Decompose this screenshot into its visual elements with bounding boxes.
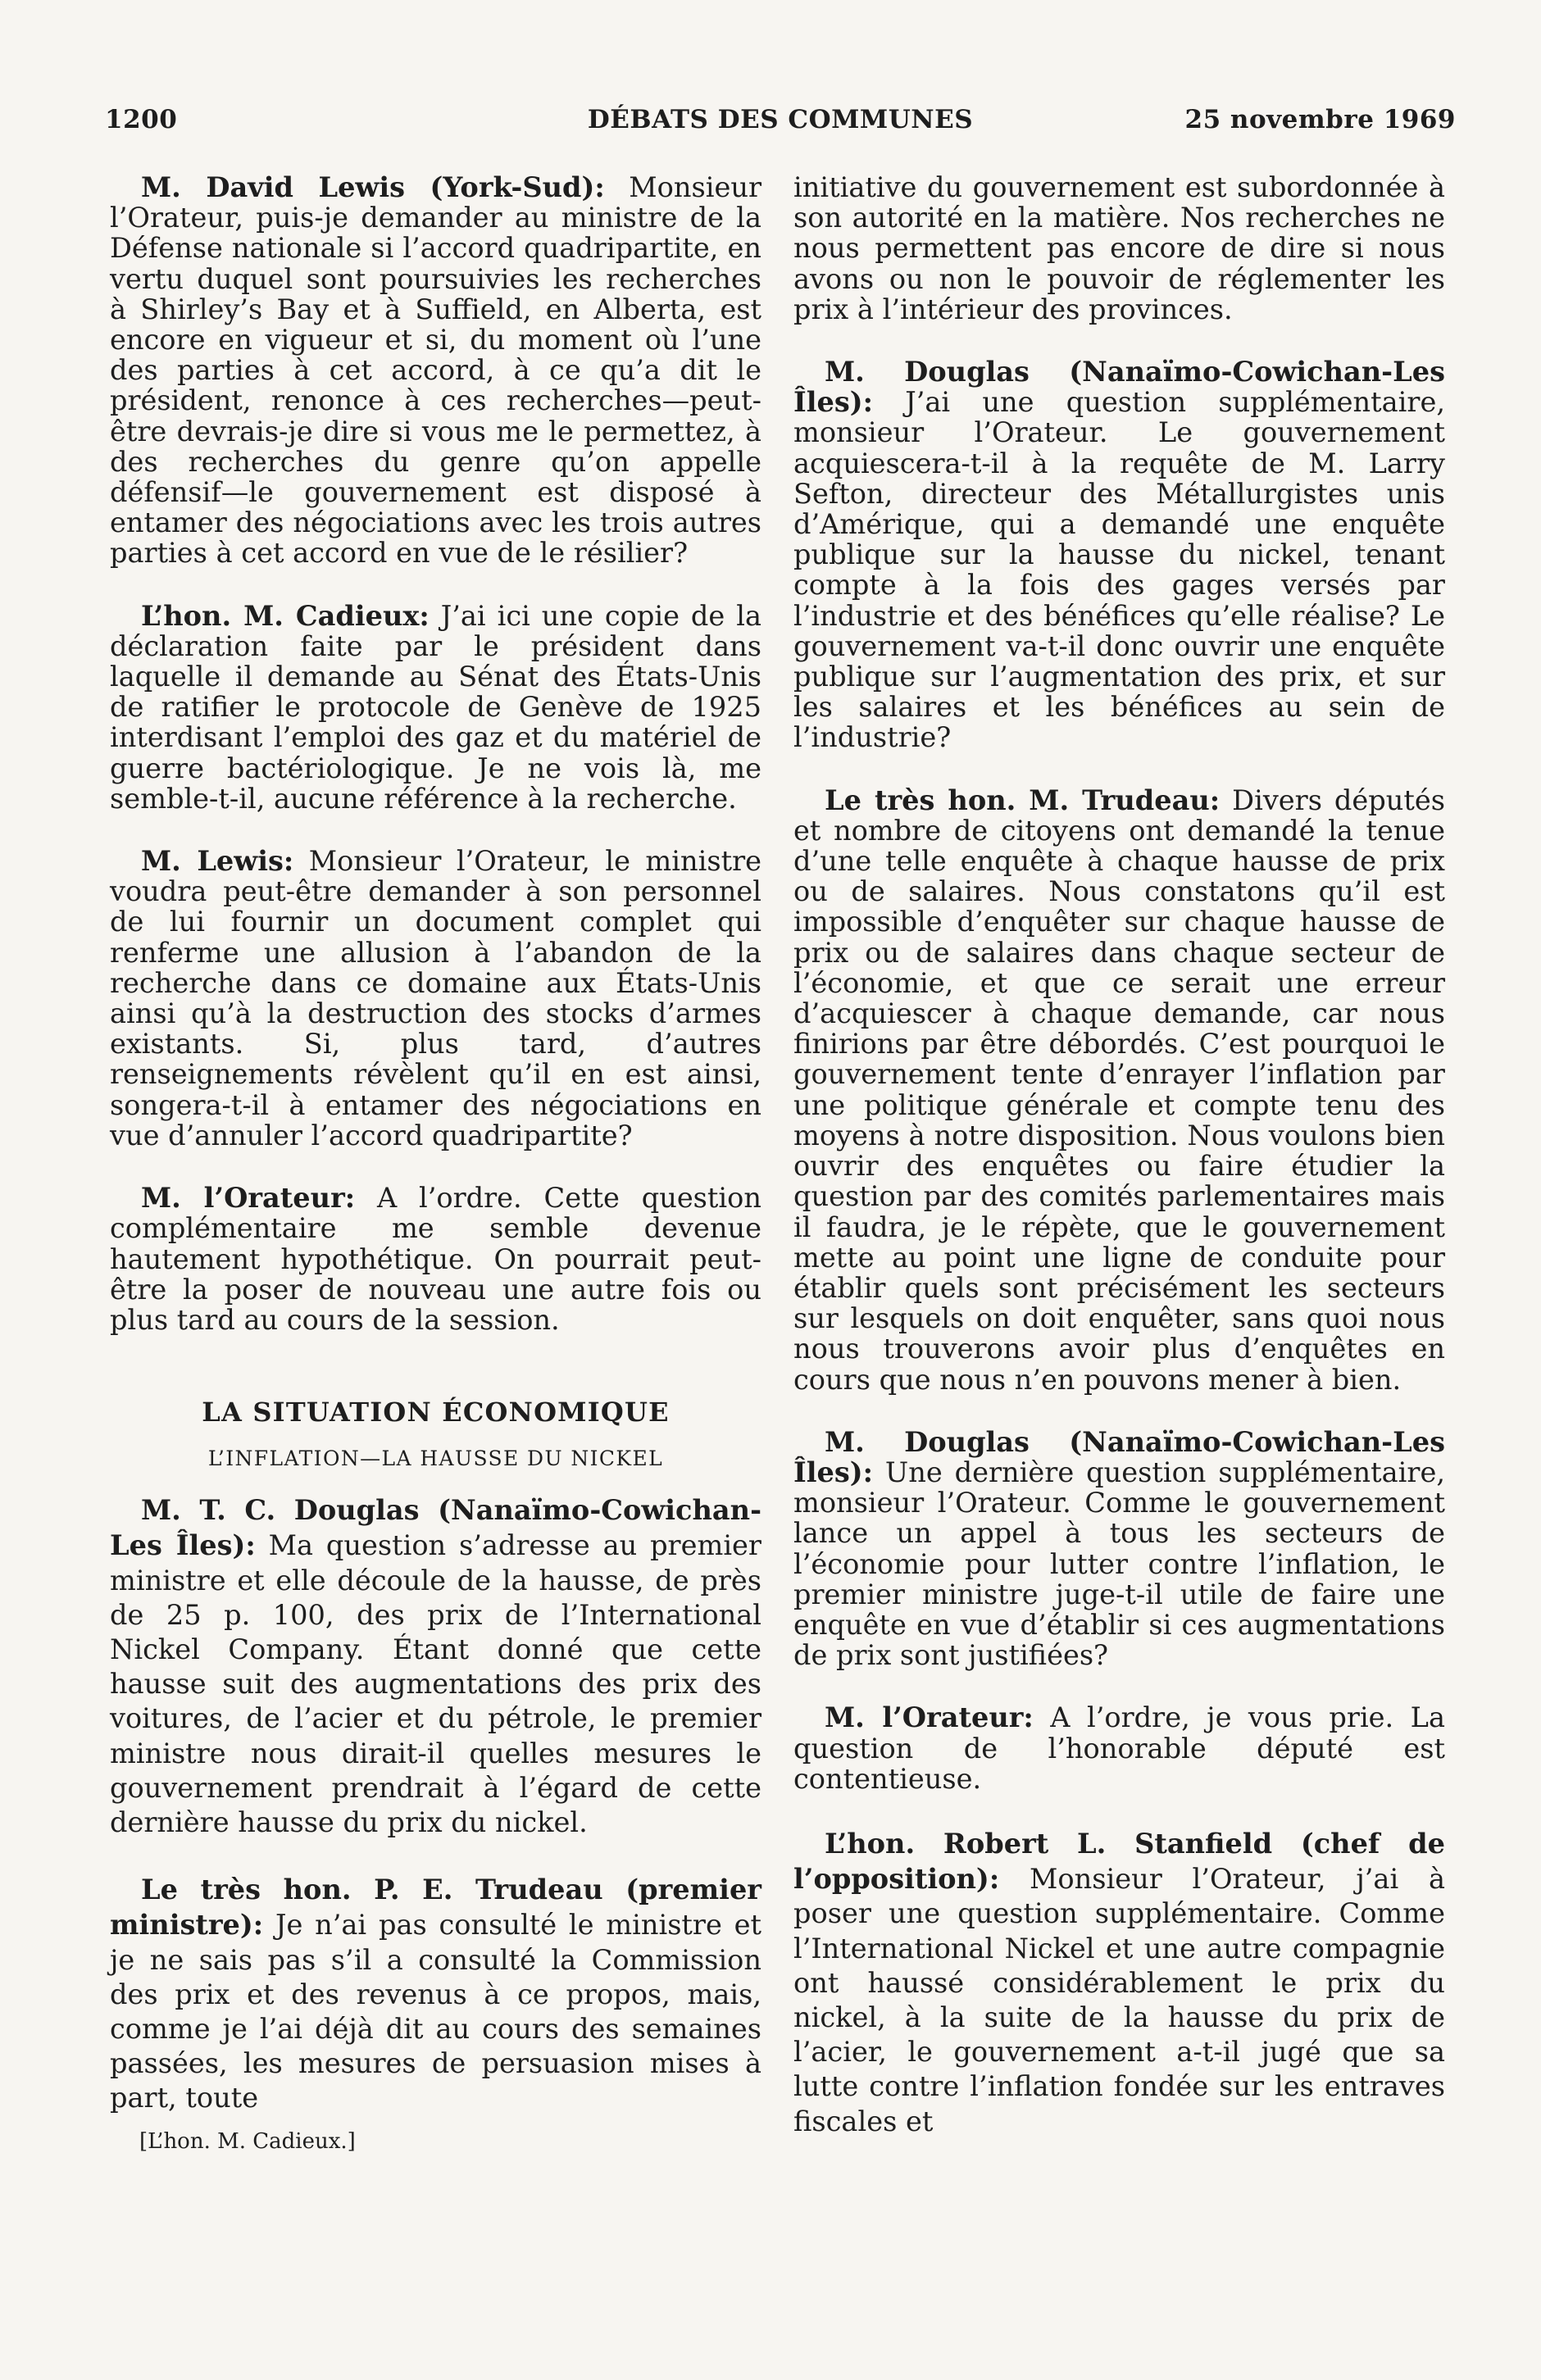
speaker-name: M. Lewis:: [141, 844, 294, 878]
page-number: 1200: [105, 105, 178, 134]
speaker-name: Le très hon. M. Trudeau:: [825, 783, 1221, 816]
section-title: LA SITUATION ÉCONOMIQUE: [202, 1397, 670, 1428]
speaker-name: M. T. C. Douglas (Nanaïmo-Cowichan-Les Îles):: [110, 1493, 761, 1562]
left-column: [110, 172, 761, 2154]
paragraph-text: A l’ordre. Cette question complémentaire me semble devenue hautement hypothétique. On pourrait peut-être la poser de nouveau une autre fois ou plus tard au cours de la session.: [110, 1182, 761, 1336]
speaker-name: M. David Lewis (York-Sud):: [141, 170, 605, 203]
paragraph-text: Monsieur l’Orateur, le ministre voudra peut-être demander à son personnel de lui fournir un document complet qui renferme une allusion à l’abandon de la recherche dans ce domaine aux États-Unis ainsi qu’à la destruction des stocks d’armes existants. Si, plus tard, d’autres renseignements révèlent qu’il en est ainsi, songera-t-il à entamer des négociations en vue d’annuler l’accord quadripartite?: [110, 845, 761, 1151]
speaker-name: L’hon. M. Cadieux:: [141, 598, 430, 632]
speaker-name: M. Douglas (Nanaïmo-Cowichan-Les Îles):: [793, 355, 1445, 419]
paragraph-douglas-last-question: [793, 1424, 1445, 1672]
speaker-name: M. Douglas (Nanaïmo-Cowichan-Les Îles):: [793, 1424, 1445, 1488]
section-subtitle: L’INFLATION—LA HAUSSE DU NICKEL: [207, 1447, 664, 1471]
paragraph-cadieux-answer: [110, 598, 761, 815]
speaker-name: M. l’Orateur:: [825, 1701, 1034, 1734]
paragraph-text: Une dernière question supplémentaire, monsieur l’Orateur. Comme le gouvernement lance un appel à tous les secteurs de l’économie pour lutter contre l’inflation, le premier ministre juge-t-il utile de faire une enquête en vue d’établir si ces augmentations de prix sont justifiées?: [793, 1456, 1445, 1672]
page-title: DÉBATS DES COMMUNES: [587, 105, 974, 134]
right-column: [793, 172, 1445, 2139]
paragraph-trudeau-reply: [793, 785, 1445, 1395]
paragraph-douglas-question: [110, 1492, 761, 1840]
paragraph-trudeau-answer: [110, 1872, 761, 2115]
speaker-name: M. l’Orateur:: [141, 1181, 356, 1215]
paragraph-text: J’ai une question supplémentaire, monsieur l’Orateur. Le gouvernement acquiescera-t-il à la requête de M. Larry Sefton, directeur des Métallurgistes unis d’Amérique, qui a demandé une enquête publique sur la hausse du nickel, tenant compte à la fois des gages versés par l’industrie et des bénéfices qu’elle réalise? Le gouvernement va-t-il donc ouvrir une enquête publique sur l’augmentation des prix, et sur les salaires et les bénéfices au sein de l’industrie?: [793, 386, 1445, 754]
paragraph-text: Divers députés et nombre de citoyens ont demandé la tenue d’une telle enquête à chaque hausse de prix ou de salaires. Nous constatons qu’il est impossible d’enquêter sur chaque hausse de prix ou de salaires dans chaque secteur de l’économie, et que ce serait une erreur d’acquiescer à chaque demande, car nous finirions par être débordés. C’est pourquoi le gouvernement tente d’enrayer l’inflation par une politique générale et compte tenu des moyens à notre disposition. Nous voulons bien ouvrir des enquêtes ou faire étudier la question par des comités parlementaires mais il faudra, je le répète, que le gouvernement mette au point une ligne de conduite pour établir quels sont précisément les secteurs sur lesquels on doit enquêter, sans quoi nous nous trouverons avoir plus d’enquêtes en cours que nous n’en pouvons mener à bien.: [793, 783, 1446, 1396]
paragraph-text: Monsieur l’Orateur, j’ai à poser une question supplémentaire. Comme l’International Nickel et une autre compagnie ont haussé considérablement le prix du nickel, à la suite de la hausse du prix de l’acier, le gouvernement a-t-il jugé que sa lutte contre l’inflation fondée sur les entraves fiscales et: [793, 1863, 1445, 2137]
paragraph-text: Je n’ai pas consulté le ministre et je ne sais pas s’il a consulté la Commission des prix et des revenus à ce propos, mais, comme je l’ai déjà dit au cours des semaines passées, les mesures de persuasion mises à part, toute: [110, 1909, 761, 2114]
speaker-name: L’hon. Robert L. Stanfield (chef de l’opposition):: [793, 1826, 1445, 1896]
paragraph-text: A l’ordre, je vous prie. La question de l’honorable député est contentieuse.: [793, 1701, 1445, 1795]
paragraph-lewis-followup: [110, 846, 761, 1151]
paragraph-text: J’ai ici une copie de la déclaration faite par le président dans laquelle il demande au Sénat des États-Unis de ratifier le protocole de Genève de 1925 interdisant l’emploi des gaz et du matériel de guerre bactériologique. Je ne vois là, me semble-t-il, aucune référence à la recherche.: [110, 599, 761, 815]
footer-note: [L’hon. M. Cadieux.]: [139, 2128, 356, 2154]
paragraph-text: Monsieur l’Orateur, puis-je demander au ministre de la Défense nationale si l’accord quadripartite, en vertu duquel sont poursuivies les recherches à Shirley’s Bay et à Suffield, en Alberta, est encore en vigueur et si, du moment où l’une des parties à cet accord, à ce qu’a dit le président, renonce à ces recherches—peut-être devrais-je dire si vous me le permettez, à des recherches du genre qu’on appelle défensif—le gouvernement est disposé à entamer des négociations avec les trois autres parties à cet accord en vue de le résilier?: [110, 171, 761, 570]
paragraph-trudeau-continued: [793, 172, 1445, 325]
paragraph-speaker-ruling: [793, 1702, 1445, 1794]
paragraph-text: initiative du gouvernement est subordonnée à son autorité en la matière. Nos recherches ne nous permettent pas encore de dire si nous avons ou non le pouvoir de réglementer les prix à l’intérieur des provinces.: [793, 171, 1445, 325]
page-date: 25 novembre 1969: [1184, 105, 1456, 134]
paragraph-stanfield-question: [793, 1826, 1445, 2139]
paragraph-text: Ma question s’adresse au premier ministre et elle découle de la hausse, de près de 25 p. 100, des prix de l’International Nickel Company. Étant donné que cette hausse suit des augmentations des prix des voitures, de l’acier et du pétrole, le premier ministre nous dirait-il quelles mesures le gouvernement prendrait à l’égard de cette dernière hausse du prix du nickel.: [110, 1529, 761, 1838]
paragraph-lewis-question: [110, 172, 761, 569]
paragraph-speaker-order: [110, 1183, 761, 1335]
page-header: [105, 105, 1456, 146]
speaker-name: Le très hon. P. E. Trudeau (premier ministre):: [110, 1873, 761, 1942]
paragraph-douglas-supplementary: [793, 357, 1445, 753]
